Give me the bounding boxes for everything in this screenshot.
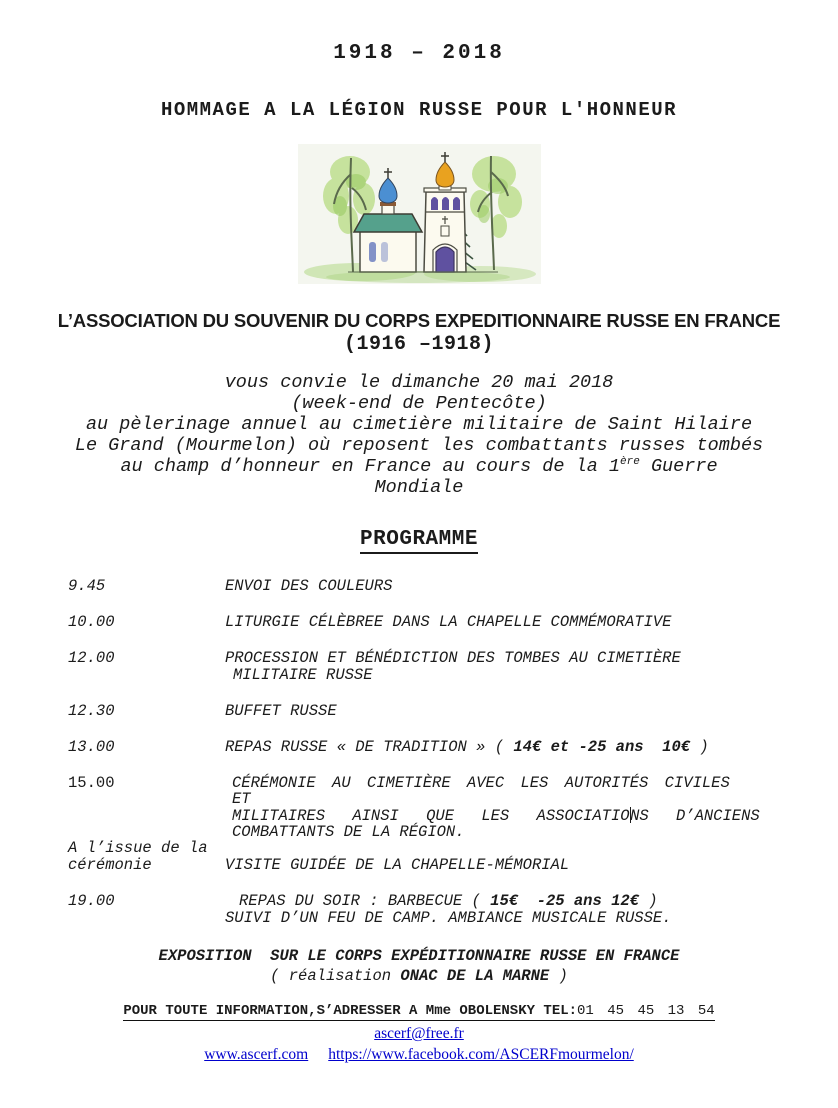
chapel-illustration-wrapper xyxy=(0,144,838,284)
schedule-desc: REPAS RUSSE « DE TRADITION » ( 14€ et -25 ans 10€ ) xyxy=(225,738,709,756)
programme-row xyxy=(0,703,838,720)
invitation-line: au pèlerinage annuel au cimetière militaire de Saint Hilaire xyxy=(85,414,753,435)
schedule-time: 19.00 xyxy=(68,892,115,910)
exposition-line: EXPOSITION SUR LE CORPS EXPÉDITIONNAIRE RUSSE EN FRANCE xyxy=(158,947,680,965)
title-years: 1918 – 2018 xyxy=(333,42,505,65)
programme-row xyxy=(0,893,838,927)
schedule-desc: ENVOI DES COULEURS xyxy=(225,577,393,595)
programme-row xyxy=(0,650,838,684)
invitation-line: (week-end de Pentecôte) xyxy=(291,393,547,414)
exposition-note xyxy=(0,946,838,986)
schedule-time: 15.00 xyxy=(68,774,115,792)
schedule-time: 10.00 xyxy=(68,613,115,631)
schedule-desc: VISITE GUIDÉE DE LA CHAPELLE-MÉMORIAL xyxy=(225,856,570,874)
contact-info-line: POUR TOUTE INFORMATION,S’ADRESSER A Mme OBOLENSKY TEL:01 45 45 13 54 xyxy=(123,1003,715,1019)
programme-row xyxy=(0,578,838,595)
programme-row xyxy=(0,739,838,756)
invitation-line: vous convie le dimanche 20 mai 2018 xyxy=(224,372,614,393)
schedule-time: A l’issue de la cérémonie xyxy=(68,839,208,874)
schedule-desc: PROCESSION ET BÉNÉDICTION DES TOMBES AU CIMETIÈRE MILITAIRE RUSSE xyxy=(225,649,681,684)
price-text: 15€ -25 ans 12€ xyxy=(490,892,639,910)
programme-row xyxy=(0,614,838,631)
email-link[interactable]: ascerf@free.fr xyxy=(374,1025,464,1042)
schedule-desc: BUFFET RUSSE xyxy=(225,702,337,720)
superscript-ere: ère xyxy=(620,455,640,468)
programme-row xyxy=(0,840,838,874)
schedule-time: 13.00 xyxy=(68,738,115,756)
programme-row xyxy=(0,775,838,840)
exposition-line: ( réalisation ONAC DE LA MARNE ) xyxy=(270,967,568,985)
facebook-link[interactable]: https://www.facebook.com/ASCERFmourmelon/ xyxy=(328,1046,634,1063)
invitation-text xyxy=(0,372,838,498)
website-link[interactable]: www.ascerf.com xyxy=(204,1046,309,1063)
price-text: 14€ et -25 ans 10€ xyxy=(513,738,691,756)
invitation-line: Le Grand (Mourmelon) où reposent les combattants russes tombés xyxy=(74,435,764,456)
headline: HOMMAGE A LA LÉGION RUSSE POUR L'HONNEUR xyxy=(160,99,678,121)
programme-heading: PROGRAMME xyxy=(360,528,478,554)
schedule-time: 9.45 xyxy=(68,577,106,595)
association-name: L’ASSOCIATION DU SOUVENIR DU CORPS EXPEDITIONNAIRE RUSSE EN FRANCE xyxy=(57,310,781,331)
schedule-time: 12.30 xyxy=(68,702,115,720)
footer xyxy=(0,1002,838,1064)
programme-schedule xyxy=(0,578,838,927)
association-years: (1916 –1918) xyxy=(343,333,495,356)
orthodox-chapel-illustration xyxy=(298,144,541,284)
schedule-time: 12.00 xyxy=(68,649,115,667)
schedule-desc: REPAS DU SOIR : BARBECUE ( 15€ -25 ans 12€ ) SUIVI D’UN FEU DE CAMP. AMBIANCE MUSICALE RUSSE. xyxy=(225,892,672,927)
schedule-desc: LITURGIE CÉLÈBREE DANS LA CHAPELLE COMMÉMORATIVE xyxy=(225,613,672,631)
invitation-line: Mondiale xyxy=(374,477,464,498)
programme-heading-wrapper xyxy=(0,528,838,551)
schedule-desc: CÉRÉMONIE AU CIMETIÈRE AVEC LES AUTORITÉS CIVILES ET MILITAIRES AINSI QUE LES ASSOCIATIONS D’ANCIENS COMBATTANTS DE LA RÉGION. xyxy=(232,774,760,841)
invitation-line: au champ d’honneur en France au cours de la 1ère Guerre xyxy=(120,455,718,477)
phone-number: 01 45 45 13 54 xyxy=(577,1003,715,1019)
